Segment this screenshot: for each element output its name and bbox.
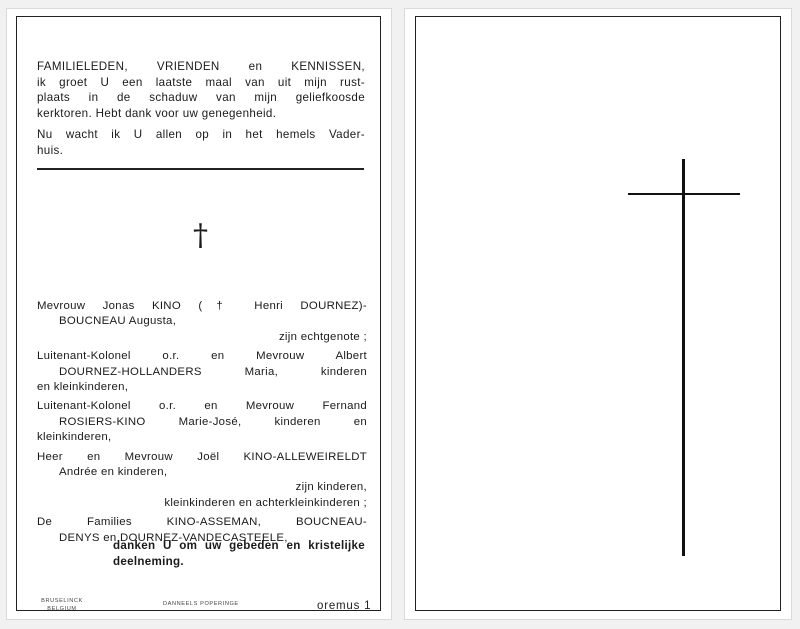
thanks-text [113,538,365,570]
family-entry [37,450,367,512]
printer-name: BRUSELINCK [41,598,83,604]
thanks-line: deelneming. [113,555,184,568]
family-line: zijn kinderen, [295,481,367,494]
family-line: kleinkinderen en achterkleinkinderen ; [164,496,367,509]
family-entry [37,299,367,345]
left-card-border [16,16,381,611]
family-list [37,299,367,550]
dagger-cross-icon: † [193,218,208,253]
family-line: zijn echtgenote ; [278,330,367,343]
designer-imprint: DANNEELS POPERINGE [163,601,239,607]
family-line: Andrée en kinderen, [59,466,168,479]
cross-icon-horizontal-bar [628,193,740,195]
family-line: BOUCNEAU Augusta, [59,315,177,328]
family-line: kleinkinderen, [37,431,112,444]
family-line: Luitenant-Kolonel o.r. en Mevrouw Albert [37,350,367,363]
family-line: Heer en Mevrouw Joël KINO-ALLEWEIRELDT [37,450,367,463]
family-line: ROSIERS-KINO Marie-José, kinderen en [59,415,367,428]
intro-line: ik groet U een laatste maal van uit mijn rust- [37,75,365,89]
intro-line: FAMILIELEDEN, VRIENDEN en KENNISSEN, [37,60,365,73]
family-line: Luitenant-Kolonel o.r. en Mevrouw Fernand [37,400,367,413]
intro-line: kerktoren. Hebt dank voor uw genegenheid. [37,106,277,120]
family-entry [37,349,367,395]
divider-line [37,168,364,170]
cross-icon-vertical-bar [682,159,685,556]
family-line: DOURNEZ-HOLLANDERS Maria, kinderen [59,365,367,378]
thanks-line: danken U om uw gebeden en kristelijke [113,539,365,552]
family-line: en kleinkinderen, [37,381,129,394]
intro-text [37,59,365,165]
right-card [404,8,792,620]
oremus-label: oremus 1 [317,600,372,612]
intro-line: huis. [37,143,64,157]
intro-paragraph-2 [37,127,365,158]
intro-line: plaats in de schaduw van mijn geliefkoosde [37,91,365,105]
family-entry [37,399,367,445]
family-line: De Families KINO-ASSEMAN, BOUCNEAU- [37,516,367,529]
intro-line: Nu wacht ik U allen op in het hemels Vader- [37,128,365,142]
intro-paragraph-1 [37,59,365,121]
printer-imprint [35,597,89,613]
family-line: Mevrouw Jonas KINO († Henri DOURNEZ)- [37,300,367,312]
printer-country: BELGIUM [47,606,77,612]
right-card-border [415,16,781,611]
family-line: DENYS en DOURNEZ-VANDECASTEELE, [59,531,288,544]
left-card [6,8,392,620]
